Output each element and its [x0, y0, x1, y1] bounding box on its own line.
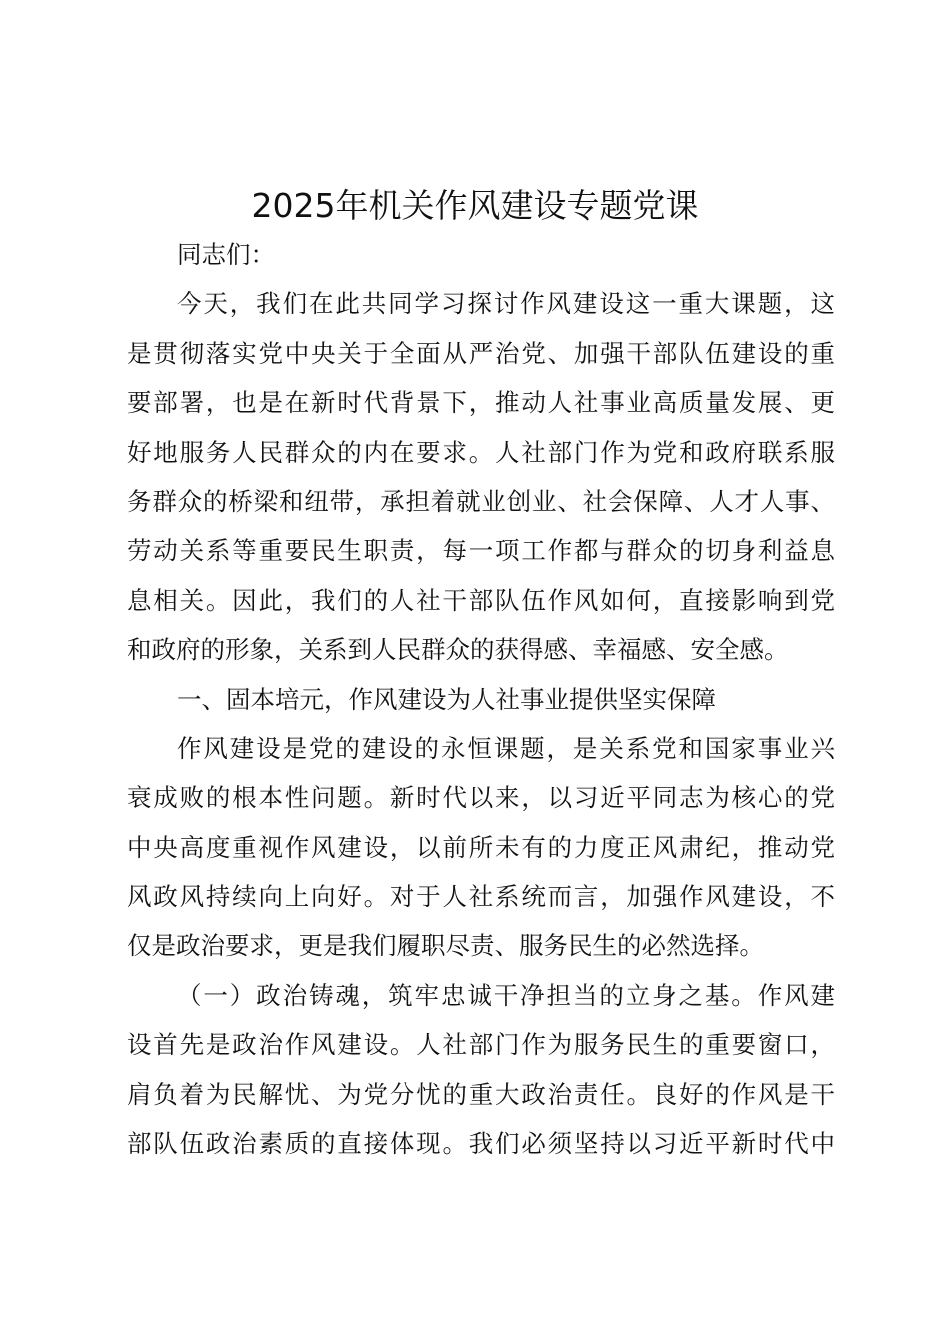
body-line: 衰成败的根本性问题。新时代以来，以习近平同志为核心的党 [127, 783, 835, 813]
body-line: 好地服务人民群众的内在要求。人社部门作为党和政府联系服 [127, 437, 835, 467]
body-line: 是贯彻落实党中央关于全面从严治党、加强干部队伍建设的重 [127, 338, 835, 368]
salutation-line: 同志们： [177, 240, 275, 269]
body-line: 肩负着为民解忧、为党分忧的重大政治责任。良好的作风是干 [127, 1079, 835, 1109]
body-line: 设首先是政治作风建设。人社部门作为服务民生的重要窗口， [127, 1030, 835, 1060]
body-line: 今天，我们在此共同学习探讨作风建设这一重大课题，这 [177, 289, 835, 319]
body-line: 中央高度重视作风建设，以前所未有的力度正风肃纪，推动党 [127, 832, 835, 862]
section-heading: 一、固本培元，作风建设为人社事业提供坚实保障 [177, 684, 716, 714]
body-line: 务群众的桥梁和纽带，承担着就业创业、社会保障、人才人事、 [127, 486, 835, 516]
body-line: 息相关。因此，我们的人社干部队伍作风如何，直接影响到党 [127, 585, 835, 615]
body-line: 风政风持续向上向好。对于人社系统而言，加强作风建设，不 [127, 882, 835, 912]
body-line: 作风建设是党的建设的永恒课题，是关系党和国家事业兴 [177, 733, 835, 763]
body-line: 仅是政治要求，更是我们履职尽责、服务民生的必然选择。 [127, 931, 764, 961]
body-line: 部队伍政治素质的直接体现。我们必须坚持以习近平新时代中 [127, 1129, 835, 1159]
body-line: 要部署，也是在新时代背景下，推动人社事业高质量发展、更 [127, 388, 835, 418]
subsection-line: （一）政治铸魂，筑牢忠诚干净担当的立身之基。作风建 [177, 980, 835, 1010]
document-body [127, 230, 835, 1168]
body-line: 和政府的形象，关系到人民群众的获得感、幸福感、安全感。 [127, 635, 789, 665]
body-line: 劳动关系等重要民生职责，每一项工作都与群众的切身利益息 [127, 536, 835, 566]
document-title: 2025年机关作风建设专题党课 [251, 186, 699, 225]
